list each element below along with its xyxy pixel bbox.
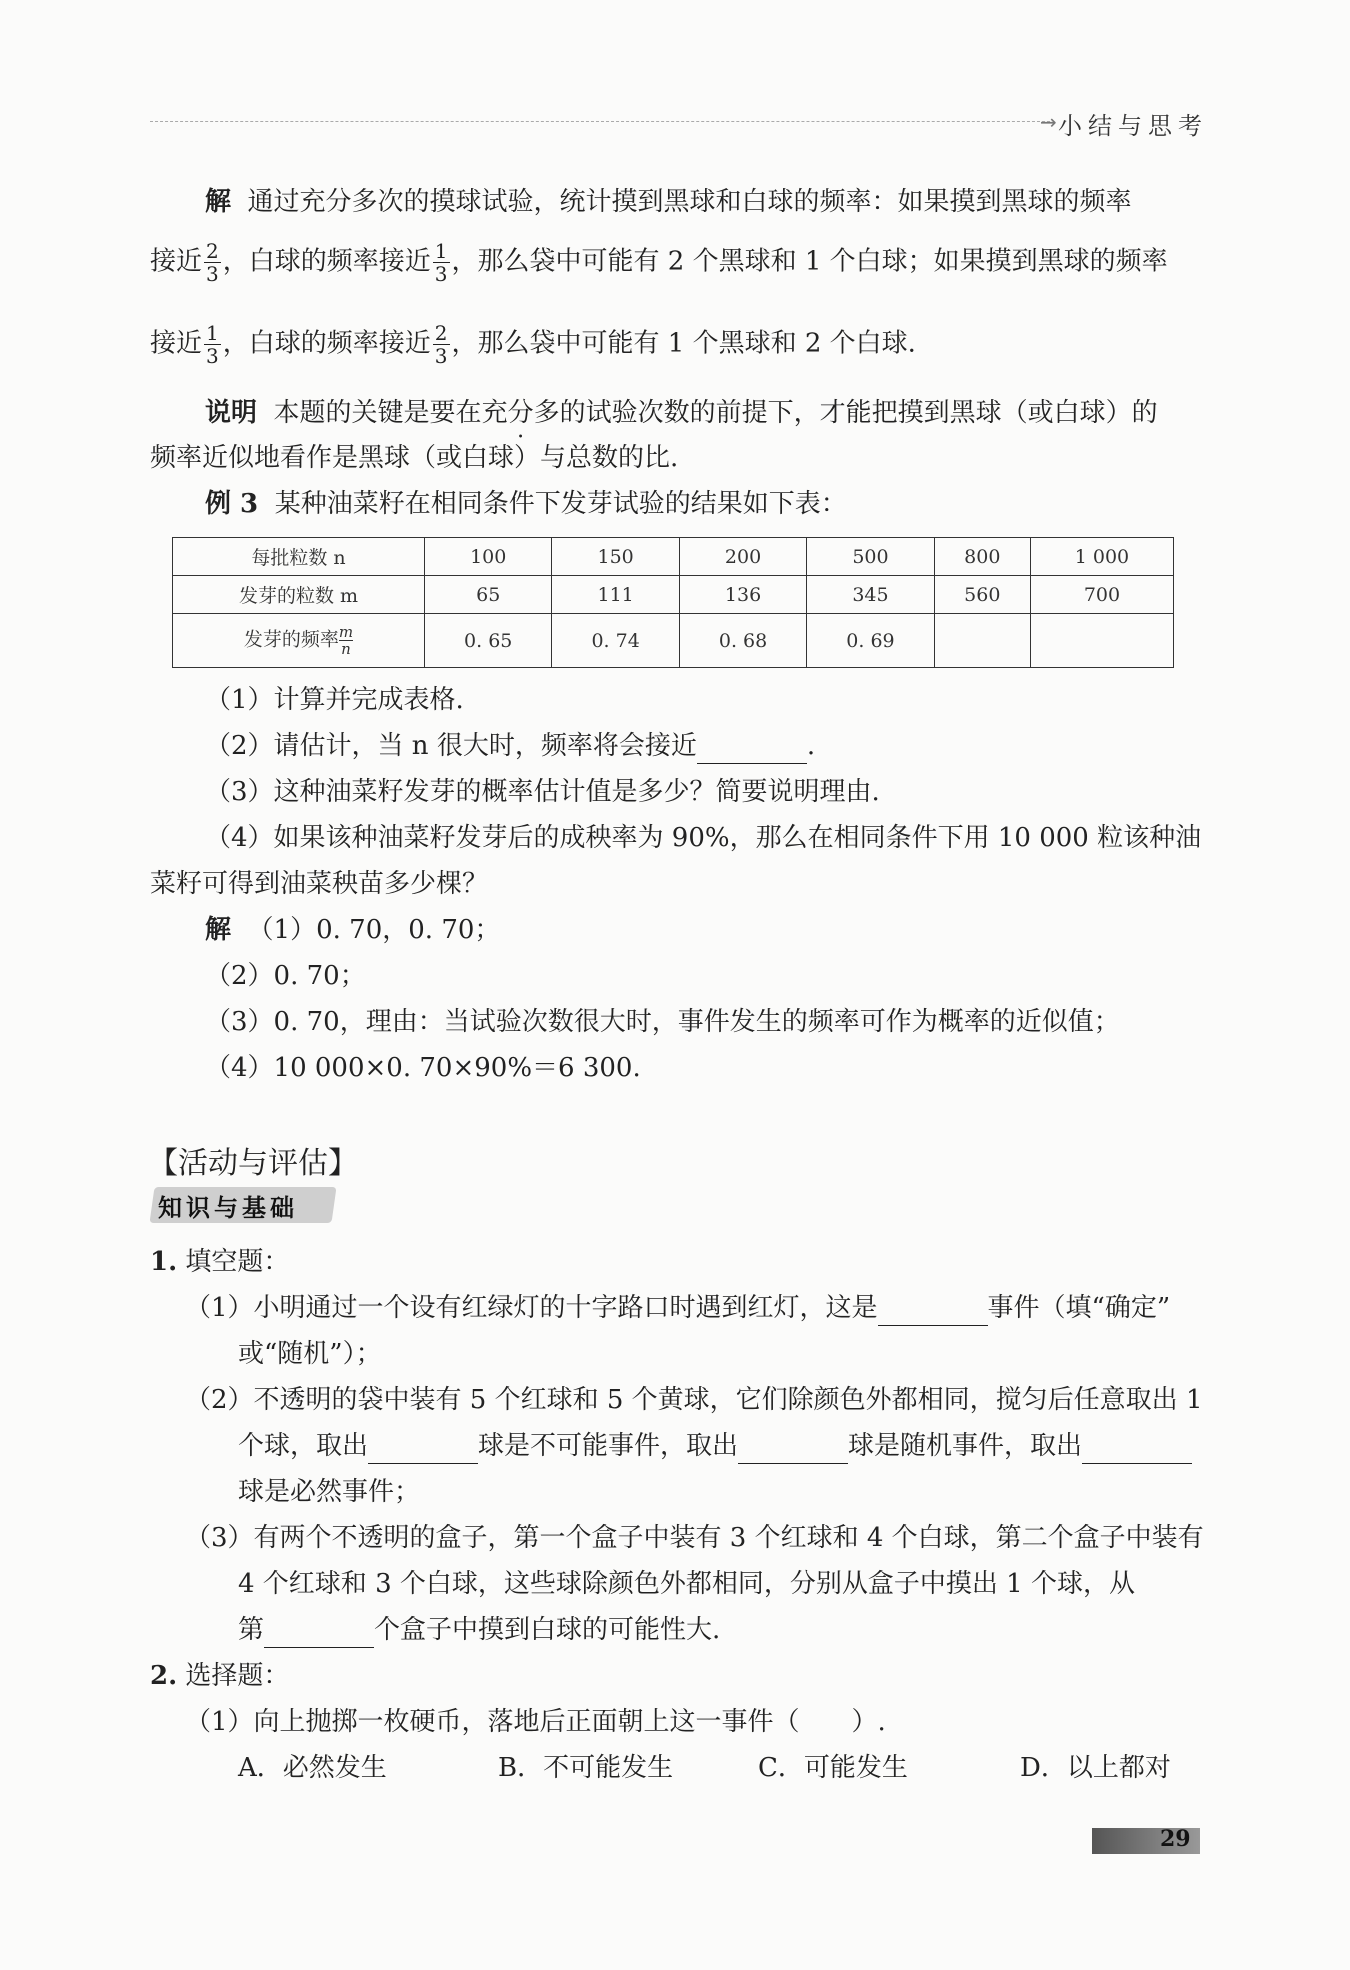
text: 个盒子中摸到白球的可能性大. xyxy=(374,1615,721,1645)
exercise1-part2-line2 xyxy=(238,1428,1192,1464)
exercise1-part2-line3: 球是必然事件； xyxy=(238,1477,421,1507)
solution2-line2 xyxy=(150,240,1168,285)
exercise-number: 1. xyxy=(150,1247,178,1277)
table-cell: 65 xyxy=(425,576,552,614)
example-label: 例 3 xyxy=(205,489,259,519)
table-cell: 0. 68 xyxy=(679,614,806,668)
table-cell: 560 xyxy=(934,576,1030,614)
text: 接近 xyxy=(150,246,203,277)
solution3-line1 xyxy=(205,912,500,948)
solution3-line4: （4）10 000×0. 70×90%＝6 300. xyxy=(205,1053,641,1083)
exercise1-part3-line3 xyxy=(238,1612,720,1648)
fraction xyxy=(433,240,450,285)
answer-blank[interactable] xyxy=(1082,1438,1192,1464)
solution2-line1 xyxy=(205,184,1132,220)
table-cell xyxy=(934,614,1030,668)
numerator: 2 xyxy=(206,239,219,263)
numerator: 1 xyxy=(434,239,448,263)
example3-line xyxy=(205,486,847,522)
solution2-line3 xyxy=(150,322,916,367)
germination-table xyxy=(172,537,1174,668)
table-cell: 111 xyxy=(552,576,679,614)
denominator: 3 xyxy=(206,262,219,286)
solution3-line3: （3）0. 70，理由：当试验次数很大时，事件发生的频率可作为概率的近似值； xyxy=(205,1007,1120,1037)
numerator: 2 xyxy=(434,321,448,345)
page-number: 29 xyxy=(1160,1826,1191,1852)
denominator: 3 xyxy=(434,344,448,368)
table-cell: 200 xyxy=(679,538,806,576)
option-c[interactable]: C．可能发生 xyxy=(758,1753,908,1783)
solution-label: 解 xyxy=(205,915,232,945)
exercise-number: 2. xyxy=(150,1661,178,1691)
note-label: 说明 xyxy=(205,398,258,428)
table-row-header: 每批粒数 n xyxy=(173,538,425,576)
option-d[interactable]: D．以上都对 xyxy=(1020,1753,1171,1783)
solution-label: 解 xyxy=(205,187,232,217)
table-row xyxy=(173,538,1174,576)
table-row xyxy=(173,576,1174,614)
text: 个球，取出 xyxy=(238,1431,369,1461)
answer-blank[interactable] xyxy=(878,1300,988,1326)
header-title: 小结与思考 xyxy=(1058,112,1208,140)
table-row-header xyxy=(173,614,425,668)
table-cell: 0. 65 xyxy=(425,614,552,668)
exercise1-part1-line2: 或“随机”）； xyxy=(238,1339,382,1369)
question-4-line1: （4）如果该种油菜籽发芽后的成秧率为 90%，那么在相同条件下用 10 000 粒该种油 xyxy=(205,823,1202,853)
exercise1-part2-line1: （2）不透明的袋中装有 5 个红球和 5 个黄球，它们除颜色外都相同，搅匀后任意取出 1 xyxy=(185,1385,1203,1415)
question-2 xyxy=(205,728,815,764)
note-line2: 频率近似地看作是黑球（或白球）与总数的比. xyxy=(150,443,679,473)
table-cell: 136 xyxy=(679,576,806,614)
table-cell: 0. 74 xyxy=(552,614,679,668)
question-1: （1）计算并完成表格. xyxy=(205,685,464,715)
numerator: 1 xyxy=(206,321,219,345)
solution-text: 通过充分多次的摸球试验，统计摸到黑球和白球的频率：如果摸到黑球的频率 xyxy=(247,187,1132,217)
text: 事件（填“确定” xyxy=(987,1293,1171,1323)
fraction xyxy=(204,240,221,285)
answer-blank[interactable] xyxy=(738,1438,848,1464)
answer-blank[interactable] xyxy=(368,1438,478,1464)
text: ，那么袋中可能有 1 个黑球和 2 个白球. xyxy=(451,328,916,359)
example-text: 某种油菜籽在相同条件下发芽试验的结果如下表： xyxy=(274,489,847,519)
exercise-title: 填空题： xyxy=(185,1247,290,1277)
numerator: m xyxy=(338,623,354,641)
text: 第 xyxy=(238,1615,265,1645)
table-cell: 800 xyxy=(934,538,1030,576)
text: 的试验次数的前提下，才能把摸到黑球（或白球）的 xyxy=(559,398,1158,428)
note-line1 xyxy=(205,395,1158,431)
table-row-header: 发芽的粒数 m xyxy=(173,576,425,614)
exercise2-title xyxy=(150,1658,289,1694)
answer-blank[interactable] xyxy=(264,1622,374,1648)
table-cell: 100 xyxy=(425,538,552,576)
fraction xyxy=(339,624,353,657)
text: 球是不可能事件，取出 xyxy=(478,1431,739,1461)
table-cell xyxy=(1030,614,1173,668)
text: ，白球的频率接近 xyxy=(222,328,431,359)
badge-label: 知识与基础 xyxy=(158,1194,298,1222)
text: 接近 xyxy=(150,328,203,359)
solution3-line2: （2）0. 70； xyxy=(205,961,366,991)
text: 本题的关键是要在 xyxy=(273,398,482,428)
fraction xyxy=(204,322,221,367)
fraction xyxy=(433,322,450,367)
option-a[interactable]: A．必然发生 xyxy=(238,1753,387,1783)
text: ，那么袋中可能有 2 个黑球和 1 个白球；如果摸到黑球的频率 xyxy=(451,246,1168,277)
exercise-title: 选择题： xyxy=(185,1661,290,1691)
header-rule xyxy=(150,121,1050,122)
text: 球是随机事件，取出 xyxy=(848,1431,1083,1461)
table-row xyxy=(173,614,1174,668)
table-cell: 0. 69 xyxy=(807,614,934,668)
text: （2）请估计，当 n 很大时，频率将会接近 xyxy=(205,731,697,761)
table-cell: 150 xyxy=(552,538,679,576)
table-cell: 345 xyxy=(807,576,934,614)
exercise1-part3-line1: （3）有两个不透明的盒子，第一个盒子中装有 3 个红球和 4 个白球，第二个盒子中装有 xyxy=(185,1523,1204,1553)
text: （1）小明通过一个设有红绿灯的十字路口时遇到红灯，这是 xyxy=(185,1293,878,1323)
exercise2-part1: （1）向上抛掷一枚硬币，落地后正面朝上这一事件（ ）. xyxy=(185,1707,886,1737)
question-3: （3）这种油菜籽发芽的概率估计值是多少？简要说明理由. xyxy=(205,777,880,807)
section-title: 【活动与评估】 xyxy=(148,1146,358,1181)
exercise1-part3-line2: 4 个红球和 3 个白球，这些球除颜色外都相同，分别从盒子中摸出 1 个球，从 xyxy=(238,1569,1135,1599)
text: （1）0. 70，0. 70； xyxy=(247,915,501,945)
question-4-line2: 菜籽可得到油菜秧苗多少棵？ xyxy=(150,869,489,899)
emphasis-text: 充分多 xyxy=(481,398,560,428)
denominator: 3 xyxy=(206,344,219,368)
denominator: n xyxy=(341,640,351,658)
denominator: 3 xyxy=(434,262,448,286)
table-cell: 500 xyxy=(807,538,934,576)
option-b[interactable]: B．不可能发生 xyxy=(498,1753,674,1783)
table-cell: 700 xyxy=(1030,576,1173,614)
exercise1-part1-line1 xyxy=(185,1290,1170,1326)
text: 发芽的频率 xyxy=(243,628,339,651)
table-cell: 1 000 xyxy=(1030,538,1173,576)
answer-blank[interactable] xyxy=(697,738,807,764)
header-arrow-icon: → xyxy=(1040,110,1057,134)
exercise1-title xyxy=(150,1244,289,1280)
text: ，白球的频率接近 xyxy=(222,246,431,277)
text: . xyxy=(806,731,816,761)
